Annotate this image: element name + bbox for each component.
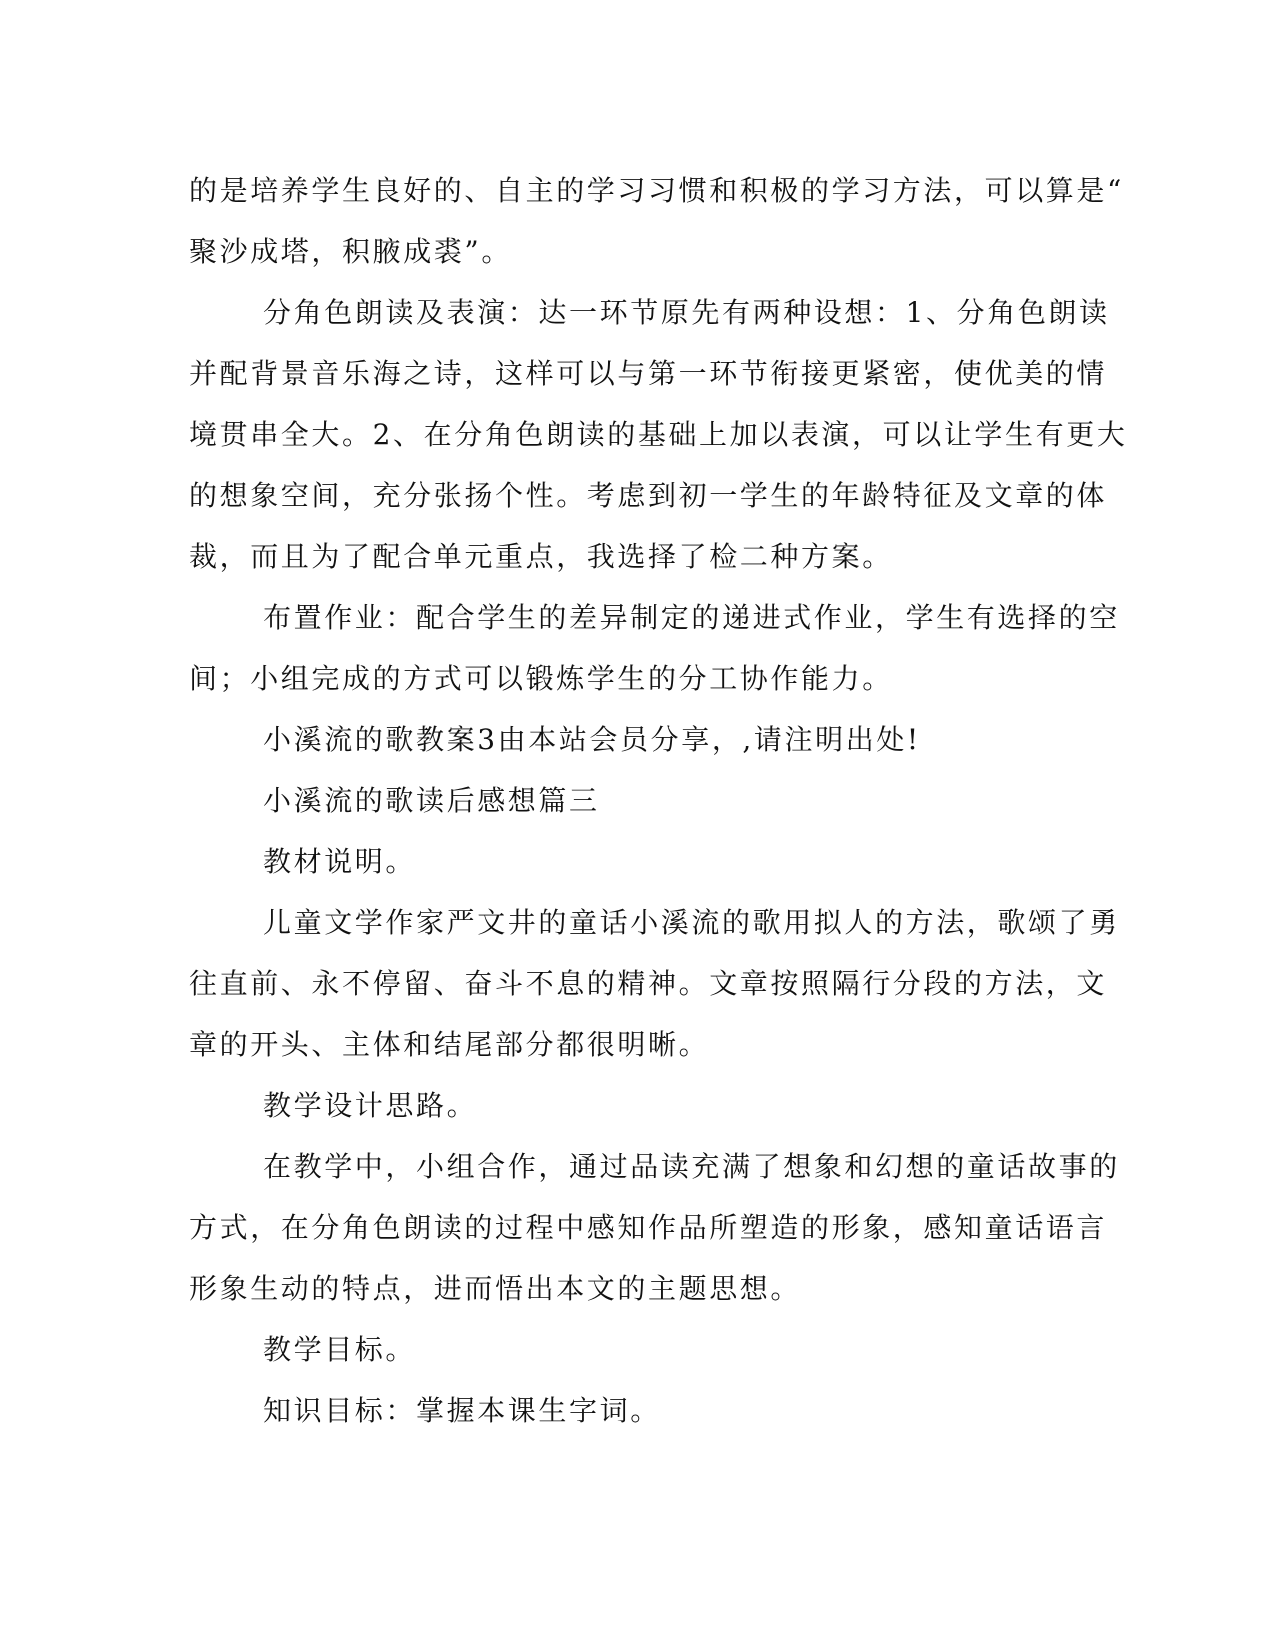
text-line: 形象生动的特点，进而悟出本文的主题思想。 xyxy=(189,1272,802,1305)
subheading: 教学设计思路。 xyxy=(263,1089,478,1122)
text-line: 的想象空间，充分张扬个性。考虑到初一学生的年龄特征及文章的体 xyxy=(189,479,1108,512)
text-line: 的是培养学生良好的、自主的学习习惯和积极的学习方法，可以算是“ xyxy=(189,174,1124,207)
text-line: 往直前、永不停留、奋斗不息的精神。文章按照隔行分段的方法，文 xyxy=(189,967,1108,1000)
text-line: 境贯串全大。2、在分角色朗读的基础上加以表演，可以让学生有更大 xyxy=(189,418,1128,451)
text-line: 并配背景音乐海之诗，这样可以与第一环节衔接更紧密，使优美的情 xyxy=(189,357,1108,390)
text-line: 在教学中，小组合作，通过品读充满了想象和幻想的童话故事的 xyxy=(263,1150,1120,1183)
text-line: 知识目标：掌握本课生字词。 xyxy=(263,1394,661,1427)
subheading: 教材说明。 xyxy=(263,845,417,878)
section-heading: 小溪流的歌读后感想篇三 xyxy=(263,784,600,817)
document-body xyxy=(189,160,1128,1441)
text-line: 裁，而且为了配合单元重点，我选择了检二种方案。 xyxy=(189,540,893,573)
text-line: 小溪流的歌教案3由本站会员分享，,请注明出处! xyxy=(263,723,921,756)
text-line: 间；小组完成的方式可以锻炼学生的分工协作能力。 xyxy=(189,662,893,695)
text-line: 章的开头、主体和结尾部分都很明晰。 xyxy=(189,1028,710,1061)
text-line: 分角色朗读及表演：达一环节原先有两种设想：1、分角色朗读 xyxy=(263,296,1110,329)
text-line: 儿童文学作家严文井的童话小溪流的歌用拟人的方法，歌颂了勇 xyxy=(263,906,1120,939)
text-line: 方式，在分角色朗读的过程中感知作品所塑造的形象，感知童话语言 xyxy=(189,1211,1108,1244)
subheading: 教学目标。 xyxy=(263,1333,417,1366)
text-line: 布置作业：配合学生的差异制定的递进式作业，学生有选择的空 xyxy=(263,601,1120,634)
text-line: 聚沙成塔，积腋成裘”。 xyxy=(189,235,512,268)
